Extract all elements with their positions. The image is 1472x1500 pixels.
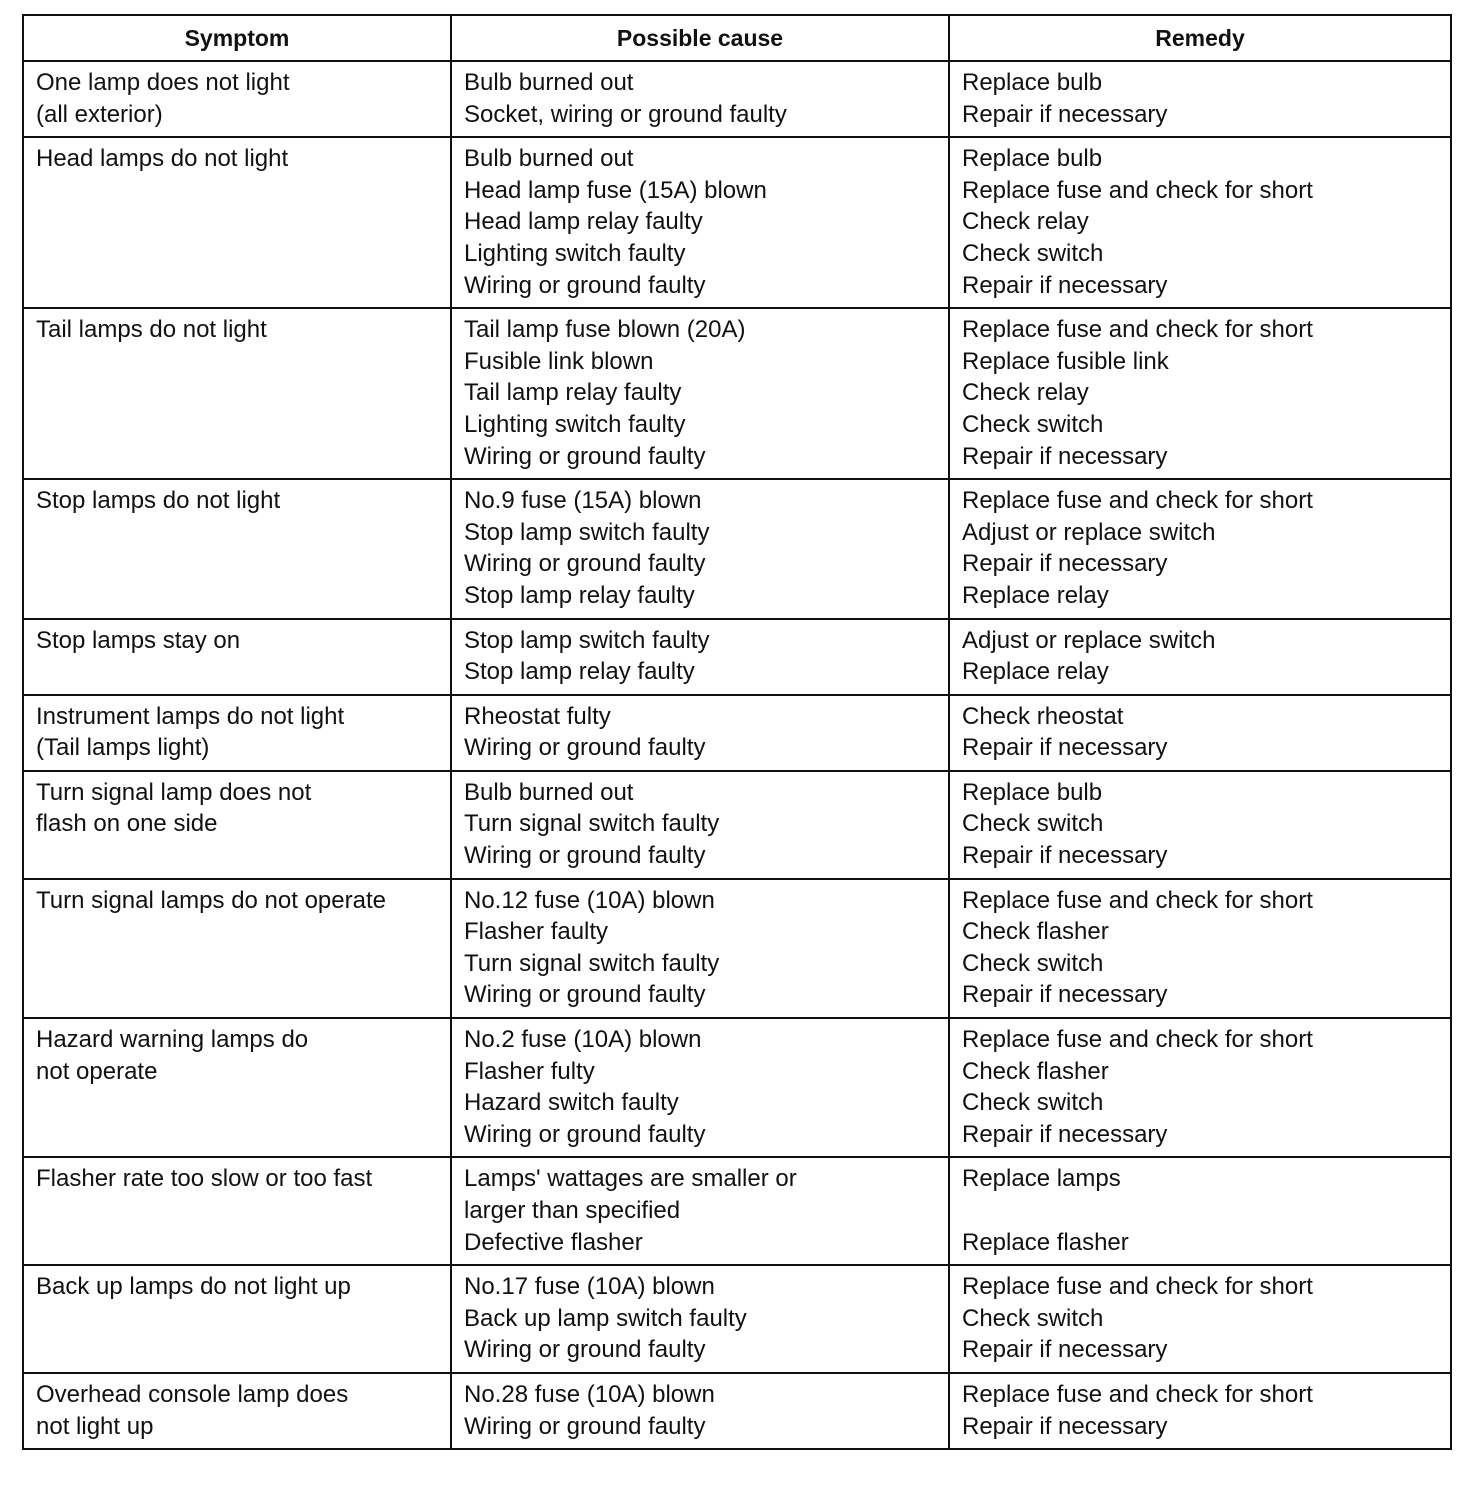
remedy-line: Repair if necessary: [962, 1412, 1168, 1440]
remedy-cell: [949, 137, 1451, 308]
symptom-line: Back up lamps do not light up: [36, 1273, 351, 1301]
remedy-line: Check rheostat: [962, 702, 1124, 730]
symptom-cell: [23, 771, 451, 879]
cause-line: Wiring or ground faulty: [464, 442, 706, 470]
cause-line: Wiring or ground faulty: [464, 550, 706, 578]
possible-cause-cell-lines: [464, 701, 940, 764]
remedy-cell: [949, 771, 1451, 879]
symptom-cell-lines: [36, 1379, 442, 1442]
remedy-cell-lines: [962, 143, 1442, 301]
remedy-line: Repair if necessary: [962, 271, 1168, 299]
remedy-cell: [949, 1018, 1451, 1157]
remedy-line: Check relay: [962, 379, 1089, 407]
cause-line: Hazard switch faulty: [464, 1089, 679, 1117]
possible-cause-cell: [451, 771, 949, 879]
cause-line: No.12 fuse (10A) blown: [464, 886, 715, 914]
symptom-cell: [23, 879, 451, 1018]
remedy-line: Repair if necessary: [962, 1120, 1168, 1148]
symptom-cell: [23, 308, 451, 479]
symptom-cell: [23, 619, 451, 695]
table-row: [23, 479, 1451, 618]
cause-line: Wiring or ground faulty: [464, 734, 706, 762]
symptom-line: Stop lamps stay on: [36, 626, 241, 654]
cause-line: No.9 fuse (15A) blown: [464, 487, 702, 515]
remedy-cell-lines: [962, 1379, 1442, 1442]
possible-cause-cell-lines: [464, 885, 940, 1011]
remedy-line: Replace fuse and check for short: [962, 176, 1313, 204]
symptom-line: Stop lamps do not light: [36, 487, 281, 515]
remedy-line: Replace bulb: [962, 69, 1103, 96]
possible-cause-cell: [451, 879, 949, 1018]
possible-cause-cell: [451, 479, 949, 618]
table-row: [23, 308, 1451, 479]
possible-cause-cell: [451, 137, 949, 308]
remedy-line: Check switch: [962, 410, 1104, 438]
symptom-cell: [23, 479, 451, 618]
table-row: [23, 137, 1451, 308]
cause-line: Wiring or ground faulty: [464, 842, 706, 870]
table-row: [23, 1373, 1451, 1449]
symptom-line: Hazard warning lamps do: [36, 1026, 309, 1054]
remedy-line: Replace fuse and check for short: [962, 1273, 1313, 1301]
remedy-cell-lines: [962, 777, 1442, 872]
remedy-line: Replace lamps: [962, 1165, 1121, 1193]
remedy-cell: [949, 1373, 1451, 1449]
cause-line: No.17 fuse (10A) blown: [464, 1273, 715, 1301]
remedy-cell-lines: [962, 625, 1442, 688]
possible-cause-cell-lines: [464, 314, 940, 472]
header-possible-cause: Possible cause: [451, 15, 949, 61]
cause-line: Tail lamp fuse blown (20A): [464, 316, 746, 344]
possible-cause-cell: [451, 695, 949, 771]
possible-cause-cell-lines: [464, 1163, 940, 1258]
symptom-cell: [23, 1373, 451, 1449]
troubleshooting-table: [22, 14, 1452, 1450]
possible-cause-cell-lines: [464, 625, 940, 688]
remedy-cell-lines: [962, 67, 1442, 130]
cause-line: Lighting switch faulty: [464, 239, 686, 267]
possible-cause-cell: [451, 1265, 949, 1373]
remedy-cell: [949, 1265, 1451, 1373]
cause-line: Wiring or ground faulty: [464, 1336, 706, 1364]
symptom-cell-lines: [36, 777, 442, 840]
symptom-cell-lines: [36, 1271, 442, 1303]
remedy-line: Replace fuse and check for short: [962, 1380, 1313, 1408]
cause-line: Stop lamp switch faulty: [464, 518, 710, 546]
remedy-cell-lines: [962, 1163, 1442, 1258]
cause-line: Back up lamp switch faulty: [464, 1304, 747, 1332]
remedy-line: Replace fuse and check for short: [962, 886, 1313, 914]
cause-line: Turn signal switch faulty: [464, 949, 720, 977]
remedy-line: Replace bulb: [962, 778, 1103, 806]
symptom-cell: [23, 1157, 451, 1265]
cause-line: Tail lamp relay faulty: [464, 379, 682, 407]
remedy-line: Check switch: [962, 949, 1104, 977]
symptom-line: Instrument lamps do not light: [36, 702, 345, 730]
cause-line: Wiring or ground faulty: [464, 981, 706, 1009]
table-row: [23, 1265, 1451, 1373]
symptom-line: Tail lamps do not light: [36, 316, 267, 344]
symptom-cell-lines: [36, 314, 442, 346]
remedy-line: Repair if necessary: [962, 842, 1168, 870]
remedy-line: Replace fuse and check for short: [962, 1026, 1313, 1054]
remedy-cell: [949, 879, 1451, 1018]
possible-cause-cell: [451, 1157, 949, 1265]
cause-line: Bulb burned out: [464, 778, 634, 806]
symptom-cell-lines: [36, 1163, 442, 1195]
remedy-line: Replace flasher: [962, 1228, 1129, 1256]
symptom-line: (Tail lamps light): [36, 734, 210, 762]
symptom-cell-lines: [36, 885, 442, 917]
symptom-cell: [23, 695, 451, 771]
symptom-cell: [23, 137, 451, 308]
remedy-cell: [949, 61, 1451, 137]
cause-line: Head lamp relay faulty: [464, 208, 703, 236]
possible-cause-cell-lines: [464, 777, 940, 872]
symptom-line: Flasher rate too slow or too fast: [36, 1165, 373, 1193]
symptom-cell-lines: [36, 701, 442, 764]
table-row: [23, 1018, 1451, 1157]
cause-line: Stop lamp switch faulty: [464, 626, 710, 654]
cause-line: Stop lamp relay faulty: [464, 581, 695, 609]
table-header-row: [23, 15, 1451, 61]
possible-cause-cell-lines: [464, 143, 940, 301]
remedy-line: Replace bulb: [962, 145, 1103, 173]
remedy-line: Repair if necessary: [962, 1336, 1168, 1364]
remedy-cell-lines: [962, 485, 1442, 611]
cause-line: Defective flasher: [464, 1228, 643, 1256]
symptom-line: One lamp does not light: [36, 69, 290, 96]
possible-cause-cell-lines: [464, 1271, 940, 1366]
cause-line: Head lamp fuse (15A) blown: [464, 176, 767, 204]
remedy-cell-lines: [962, 1024, 1442, 1150]
remedy-line: Replace fuse and check for short: [962, 316, 1313, 344]
table-body: [23, 61, 1451, 1449]
remedy-line: Replace fuse and check for short: [962, 487, 1313, 515]
cause-line: Bulb burned out: [464, 69, 634, 96]
possible-cause-cell: [451, 1373, 949, 1449]
symptom-line: not operate: [36, 1057, 158, 1085]
cause-line: Flasher fulty: [464, 1057, 595, 1085]
cause-line: Flasher faulty: [464, 918, 609, 946]
symptom-cell-lines: [36, 67, 442, 130]
possible-cause-cell-lines: [464, 67, 940, 130]
symptom-line: not light up: [36, 1412, 154, 1440]
header-remedy: Remedy: [949, 15, 1451, 61]
symptom-line: (all exterior): [36, 100, 163, 128]
remedy-cell-lines: [962, 885, 1442, 1011]
remedy-cell: [949, 308, 1451, 479]
remedy-line: Check flasher: [962, 918, 1109, 946]
cause-line: Fusible link blown: [464, 347, 654, 375]
remedy-line: Replace fusible link: [962, 347, 1169, 375]
possible-cause-cell-lines: [464, 1024, 940, 1150]
cause-line: Socket, wiring or ground faulty: [464, 100, 787, 128]
remedy-cell: [949, 479, 1451, 618]
remedy-line: Check flasher: [962, 1057, 1109, 1085]
cause-line: Wiring or ground faulty: [464, 1412, 706, 1440]
remedy-cell-lines: [962, 701, 1442, 764]
remedy-line: [962, 1195, 1442, 1227]
symptom-cell: [23, 1265, 451, 1373]
symptom-cell: [23, 61, 451, 137]
symptom-cell-lines: [36, 1024, 442, 1087]
table-row: [23, 879, 1451, 1018]
symptom-line: Head lamps do not light: [36, 145, 289, 173]
remedy-line: Adjust or replace switch: [962, 626, 1216, 654]
remedy-cell: [949, 1157, 1451, 1265]
cause-line: Wiring or ground faulty: [464, 271, 706, 299]
header-symptom: Symptom: [23, 15, 451, 61]
possible-cause-cell: [451, 61, 949, 137]
symptom-cell-lines: [36, 625, 442, 657]
possible-cause-cell: [451, 308, 949, 479]
cause-line: Lighting switch faulty: [464, 410, 686, 438]
remedy-line: Repair if necessary: [962, 442, 1168, 470]
remedy-cell-lines: [962, 1271, 1442, 1366]
cause-line: Stop lamp relay faulty: [464, 658, 695, 686]
remedy-line: Repair if necessary: [962, 981, 1168, 1009]
remedy-cell: [949, 695, 1451, 771]
remedy-line: Repair if necessary: [962, 100, 1168, 128]
possible-cause-cell-lines: [464, 485, 940, 611]
symptom-line: Turn signal lamp does not: [36, 778, 312, 806]
remedy-line: Repair if necessary: [962, 550, 1168, 578]
possible-cause-cell: [451, 619, 949, 695]
remedy-line: Check relay: [962, 208, 1089, 236]
remedy-line: Adjust or replace switch: [962, 518, 1216, 546]
symptom-cell: [23, 1018, 451, 1157]
table-row: [23, 61, 1451, 137]
remedy-cell: [949, 619, 1451, 695]
symptom-line: flash on one side: [36, 810, 218, 838]
remedy-line: Check switch: [962, 239, 1104, 267]
symptom-line: Overhead console lamp does: [36, 1380, 349, 1408]
possible-cause-cell-lines: [464, 1379, 940, 1442]
symptom-cell-lines: [36, 143, 442, 175]
cause-line: larger than specified: [464, 1197, 681, 1224]
symptom-line: Turn signal lamps do not operate: [36, 886, 386, 914]
table-row: [23, 1157, 1451, 1265]
remedy-line: Check switch: [962, 1304, 1104, 1332]
possible-cause-cell: [451, 1018, 949, 1157]
symptom-cell-lines: [36, 485, 442, 517]
cause-line: No.28 fuse (10A) blown: [464, 1380, 715, 1408]
cause-line: No.2 fuse (10A) blown: [464, 1026, 702, 1054]
remedy-line: Replace relay: [962, 581, 1109, 609]
remedy-line: Check switch: [962, 1089, 1104, 1117]
table-row: [23, 619, 1451, 695]
cause-line: Lamps' wattages are smaller or: [464, 1165, 797, 1193]
cause-line: Turn signal switch faulty: [464, 810, 720, 838]
table-row: [23, 695, 1451, 771]
cause-line: Bulb burned out: [464, 145, 634, 173]
remedy-line: Check switch: [962, 810, 1104, 838]
remedy-line: Repair if necessary: [962, 734, 1168, 762]
remedy-line: Replace relay: [962, 658, 1109, 686]
remedy-cell-lines: [962, 314, 1442, 472]
cause-line: Wiring or ground faulty: [464, 1120, 706, 1148]
table-row: [23, 771, 1451, 879]
cause-line: Rheostat fulty: [464, 702, 611, 730]
